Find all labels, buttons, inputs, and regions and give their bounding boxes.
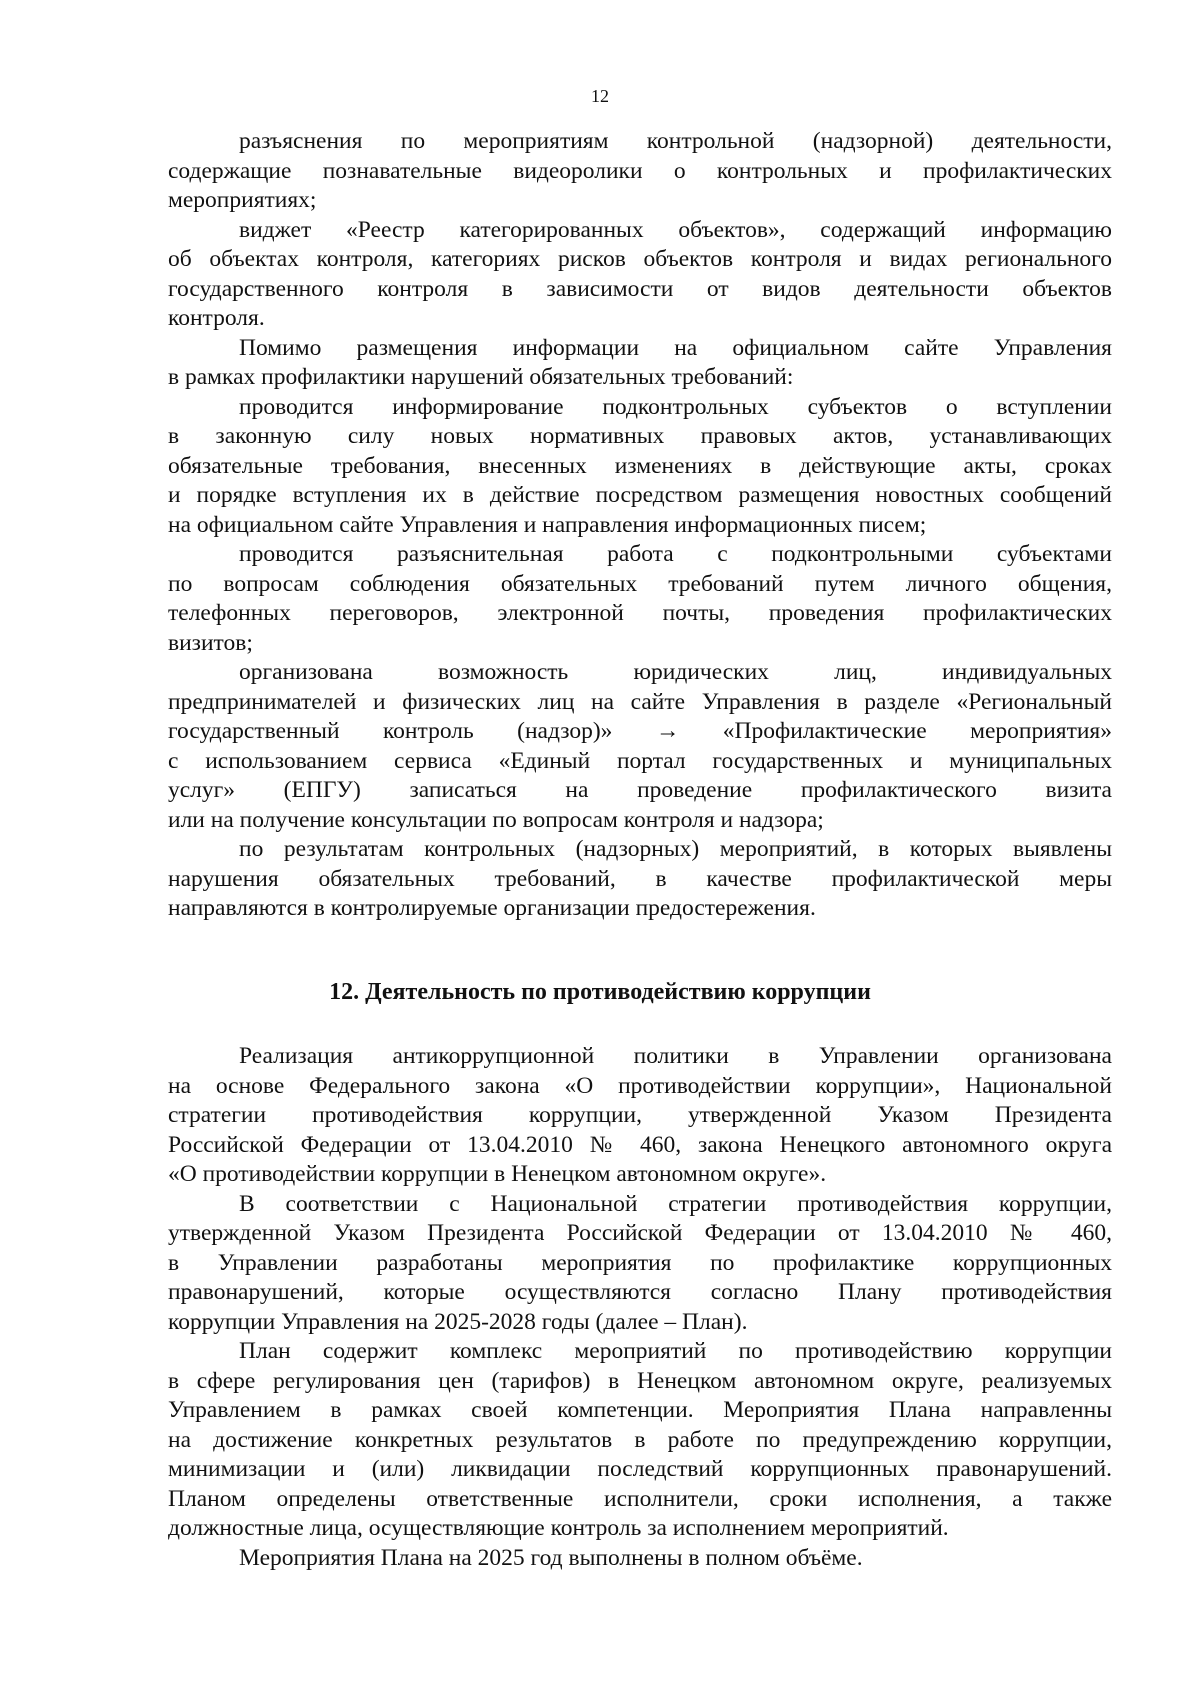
paragraph [168, 540, 1112, 658]
page-number: 12 [591, 86, 609, 106]
text-line: на достижение конкретных результатов в работе по предупреждению коррупции, [168, 1426, 1112, 1453]
text-line: и порядке вступления их в действие посредством размещения новостных сообщений [168, 482, 1112, 508]
paragraph [168, 1042, 1112, 1190]
paragraph [168, 216, 1112, 334]
text-line: В соответствии с Национальной стратегии противодействия коррупции, [239, 1190, 1112, 1217]
text-line: обязательные требования, внесенных изменениях в действующие акты, сроках [168, 452, 1112, 479]
paragraph [168, 334, 1112, 393]
paragraph [168, 1190, 1112, 1338]
text-line: в Управлении разработаны мероприятия по профилактике коррупционных [168, 1249, 1112, 1276]
text-line: Российской Федерации от 13.04.2010 № 460, закона Ненецкого автономного округа [168, 1131, 1112, 1158]
text-line: разъяснения по мероприятиям контрольной (надзорной) деятельности, [239, 128, 1112, 154]
text-line: об объектах контроля, категориях рисков объектов контроля и видах регионального [168, 246, 1112, 272]
text-line: коррупции Управления на 2025-2028 годы (далее – План). [168, 1308, 748, 1335]
paragraph [168, 393, 1112, 541]
text-line: в рамках профилактики нарушений обязательных требований: [168, 364, 794, 390]
section-prevention-measures [168, 127, 1112, 924]
section-heading: 12. Деятельность по противодействию коррупции [329, 979, 871, 1005]
text-line: с использованием сервиса «Единый портал государственных и муниципальных [168, 747, 1112, 774]
text-line: по вопросам соблюдения обязательных требований путем личного общения, [168, 570, 1112, 597]
text-line: контроля. [168, 305, 265, 331]
text-line: нарушения обязательных требований, в качестве профилактической меры [168, 865, 1112, 892]
paragraph [168, 1337, 1112, 1544]
text-line: или на получение консультации по вопросам контроля и надзора; [168, 806, 824, 833]
text-line: Управлением в рамках своей компетенции. Мероприятия Плана направленны [168, 1397, 1112, 1423]
text-line: предпринимателей и физических лиц на сайте Управления в разделе «Региональный [168, 688, 1112, 715]
text-line: в законную силу новых нормативных правовых актов, устанавливающих [168, 423, 1112, 449]
text-line: в сфере регулирования цен (тарифов) в Ненецком автономном округе, реализуемых [168, 1367, 1112, 1394]
text-line: визитов; [168, 629, 253, 656]
text-line: государственный контроль (надзор)» → «Профилактические мероприятия» [168, 718, 1112, 744]
text-line: телефонных переговоров, электронной почты, проведения профилактических [168, 600, 1112, 626]
text-line: «О противодействии коррупции в Ненецком автономном округе». [168, 1161, 827, 1187]
text-line: Помимо размещения информации на официальном сайте Управления [239, 334, 1112, 361]
text-line: должностные лица, осуществляющие контроль за исполнением мероприятий. [168, 1515, 949, 1541]
text-line: минимизации и (или) ликвидации последствий коррупционных правонарушений. [168, 1456, 1112, 1482]
text-line: на официальном сайте Управления и направления информационных писем; [168, 511, 927, 538]
text-line: содержащие познавательные видеоролики о контрольных и профилактических [168, 157, 1112, 184]
paragraph [168, 1544, 1112, 1574]
text-line: утвержденной Указом Президента Российской Федерации от 13.04.2010 № 460, [168, 1220, 1112, 1246]
text-line: на основе Федерального закона «О противодействии коррупции», Национальной [168, 1072, 1112, 1099]
paragraph [168, 127, 1112, 216]
text-line: по результатам контрольных (надзорных) мероприятий, в которых выявлены [239, 836, 1112, 862]
text-line: проводится информирование подконтрольных субъектов о вступлении [239, 393, 1112, 420]
section-anticorruption [168, 1042, 1112, 1573]
text-line: государственного контроля в зависимости от видов деятельности объектов [168, 275, 1112, 302]
text-line: План содержит комплекс мероприятий по противодействию коррупции [239, 1338, 1112, 1364]
text-line: организована возможность юридических лиц, индивидуальных [239, 659, 1112, 685]
paragraph [168, 658, 1112, 835]
text-line: Мероприятия Плана на 2025 год выполнены в полном объёме. [239, 1544, 863, 1571]
paragraph [168, 835, 1112, 924]
text-line: мероприятиях; [168, 187, 317, 213]
text-line: виджет «Реестр категорированных объектов», содержащий информацию [239, 216, 1112, 243]
text-line: правонарушений, которые осуществляются согласно Плану противодействия [168, 1279, 1112, 1305]
text-line: Реализация антикоррупционной политики в Управлении организована [239, 1043, 1112, 1069]
text-line: стратегии противодействия коррупции, утвержденной Указом Президента [168, 1102, 1112, 1128]
text-line: направляются в контролируемые организации предостережения. [168, 895, 816, 921]
text-line: проводится разъяснительная работа с подконтрольными субъектами [239, 541, 1112, 567]
text-line: услуг» (ЕПГУ) записаться на проведение профилактического визита [168, 777, 1112, 803]
text-line: Планом определены ответственные исполнители, сроки исполнения, а также [168, 1485, 1112, 1512]
